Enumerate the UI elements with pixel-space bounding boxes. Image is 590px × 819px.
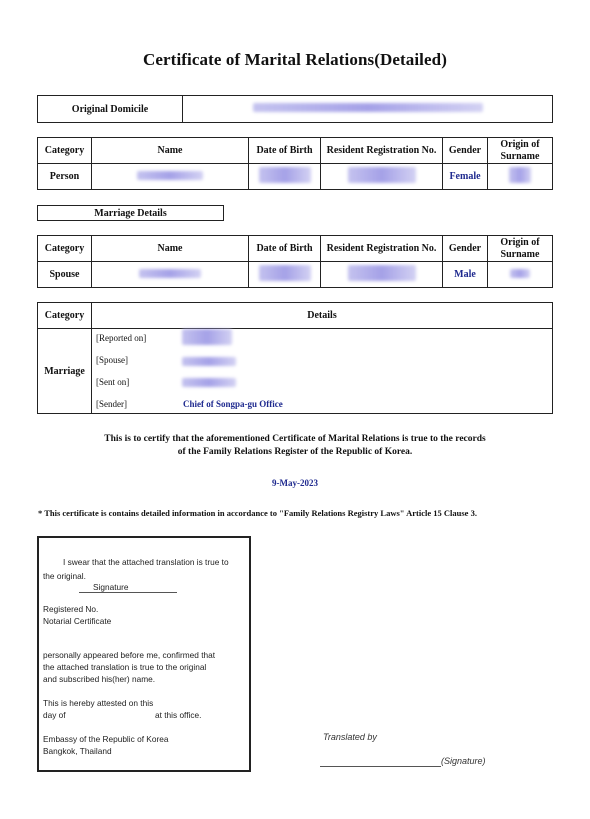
person-table (37, 137, 553, 190)
redacted-rrn (348, 265, 416, 281)
details-category: Marriage (38, 329, 92, 414)
redacted-origin (510, 269, 530, 278)
embassy-line-1: Embassy of the Republic of Korea (43, 734, 169, 744)
person-name (92, 164, 249, 190)
certify-line-2: of the Family Relations Register of the Republic of Korea. (177, 447, 413, 457)
person-origin (488, 164, 553, 190)
person-gender: Female (443, 164, 488, 190)
redacted-name (139, 269, 201, 278)
marriage-details-label: Marriage Details (38, 206, 224, 221)
redacted-domicile (253, 103, 483, 112)
person-dob (249, 164, 321, 190)
signature-line: Signature (79, 582, 177, 593)
document-title: Certificate of Marital Relations(Detailed) (143, 50, 447, 69)
redacted-sent-on (182, 378, 236, 387)
spouse-header-dob: Date of Birth (249, 236, 321, 262)
spouse-header-origin: Origin of Surname (488, 236, 553, 262)
redacted-dob (259, 265, 311, 281)
details-body (92, 329, 553, 414)
spouse-gender: Male (443, 262, 488, 288)
embassy-line-2: Bangkok, Thailand (43, 746, 112, 756)
person-header-rrn: Resident Registration No. (321, 138, 443, 164)
spouse-header-name: Name (92, 236, 249, 262)
person-header-name: Name (92, 138, 249, 164)
sender-value: Chief of Songpa-gu Office (183, 399, 283, 409)
spouse-header-rrn: Resident Registration No. (321, 236, 443, 262)
redacted-dob (259, 167, 311, 183)
spouse-label: [Spouse] (96, 355, 128, 365)
registered-no: Registered No. (43, 604, 99, 614)
attested-day-of: day of (43, 710, 66, 720)
redacted-name (137, 171, 203, 180)
swear-line-2: the original. (43, 571, 86, 581)
redacted-spouse (182, 357, 236, 366)
spouse-rrn (321, 262, 443, 288)
notarial-certificate: Notarial Certificate (43, 616, 112, 626)
person-header-category: Category (38, 138, 92, 164)
redacted-reported-on (182, 329, 232, 345)
sent-on-label: [Sent on] (96, 377, 130, 387)
footnote: * This certificate is contains detailed information in accordance to "Family Relations Registry Laws" Article 15 Clause 3. (38, 508, 477, 518)
certify-line-1: This is to certify that the aforementioned Certificate of Marital Relations is true to the records (104, 434, 486, 444)
person-header-origin: Origin of Surname (488, 138, 553, 164)
redacted-rrn (348, 167, 416, 183)
notary-box (37, 536, 251, 772)
spouse-header-category: Category (38, 236, 92, 262)
spouse-header-gender: Gender (443, 236, 488, 262)
person-header-gender: Gender (443, 138, 488, 164)
reported-on-label: [Reported on] (96, 333, 147, 343)
marriage-details-box (37, 205, 224, 221)
appeared-line-3: and subscribed his(her) name. (43, 674, 156, 684)
person-rrn (321, 164, 443, 190)
spouse-dob (249, 262, 321, 288)
swear-line-1: I swear that the attached translation is true to (63, 557, 229, 567)
sender-label: [Sender] (96, 399, 127, 409)
attested-at-office: at this office. (155, 710, 202, 720)
signature-note: (Signature) (441, 756, 486, 766)
domicile-table (37, 95, 553, 123)
attested-line-1: This is hereby attested on this (43, 698, 154, 708)
translated-by: Translated by (323, 732, 377, 742)
details-table (37, 302, 553, 414)
spouse-name (92, 262, 249, 288)
spouse-origin (488, 262, 553, 288)
details-header-details: Details (92, 303, 553, 329)
translator-signature-line (320, 766, 441, 767)
domicile-value (183, 96, 553, 123)
person-header-dob: Date of Birth (249, 138, 321, 164)
details-header-category: Category (38, 303, 92, 329)
person-category: Person (38, 164, 92, 190)
spouse-category: Spouse (38, 262, 92, 288)
issue-date: 9-May-2023 (272, 478, 318, 488)
appeared-line-2: the attached translation is true to the original (43, 662, 207, 672)
redacted-origin (509, 167, 531, 183)
domicile-label: Original Domicile (38, 96, 183, 123)
appeared-line-1: personally appeared before me, confirmed that (43, 650, 216, 660)
spouse-table (37, 235, 553, 288)
